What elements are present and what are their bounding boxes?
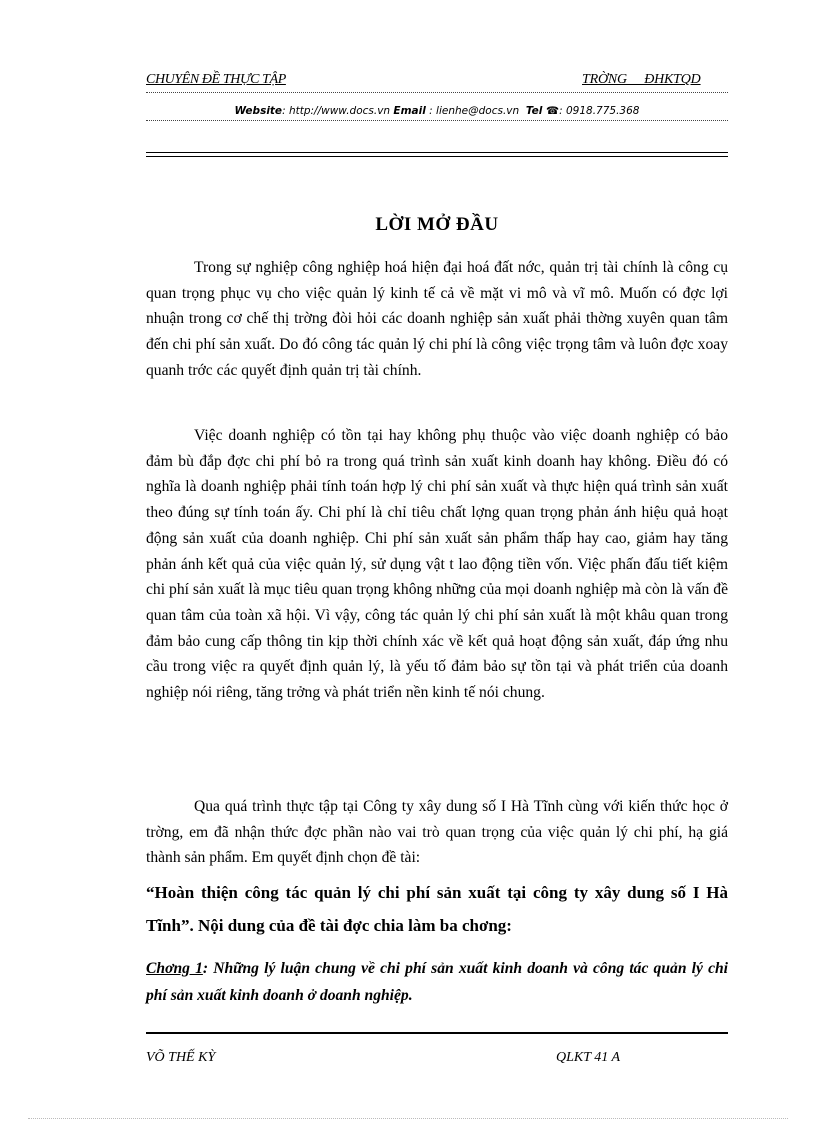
header-left-title: CHUYÊN ĐỀ THỰC TẬP <box>146 72 286 87</box>
header-contact-line <box>146 105 728 117</box>
paragraph-1: Trong sự nghiệp công nghiệp hoá hiện đại hoá đất nớc, quản trị tài chính là công cụ quan trọng phục vụ cho việc quản lý kinh tế cả về mặt vi mô và vĩ mô. Muốn có đợc lợi nhuận trong cơ chế thị trờng đòi hỏi các doanh nghiệp sản xuất phải thờng xuyên quan tâm đến chi phí sản xuất. Do đó công tác quản lý chi phí là công việc trọng tâm và luôn đợc xoay quanh trớc các quyết định quản trị tài chính. <box>146 259 728 379</box>
topic-title: “Hoàn thiện công tác quản lý chi phí sản xuất tại công ty xây dung số I Hà Tĩnh”. Nội dung của đề tài đợc chia làm ba chơng: <box>146 883 728 935</box>
chapter-1-summary <box>146 955 728 1009</box>
paragraph-3: Qua quá trình thực tập tại Công ty xây dung số I Hà Tĩnh cùng với kiến thức học ở trờng, em đã nhận thức đợc phần nào vai trò quan trọng của việc quản lý chi phí, hạ giá thành sản phẩm. Em quyết định chọn đề tài: <box>146 798 728 867</box>
email-value[interactable]: : lienhe@docs.vn <box>425 105 520 117</box>
page-title: LỜI MỞ ĐẦU <box>375 214 499 235</box>
footer-class: QLKT 41 A <box>556 1050 621 1065</box>
page-bottom-border <box>28 1118 788 1119</box>
header-divider <box>146 120 728 121</box>
email-label: Email <box>393 105 426 117</box>
chapter-1-text: : Những lý luận chung về chi phí sản xuất kinh doanh và công tác quản lý chi phí sản xuất kinh doanh ở doanh nghiệp. <box>146 960 728 1004</box>
tel-label: Tel ☎ <box>525 105 560 117</box>
header-right-title: TRỜNG ĐHKTQD <box>582 72 701 87</box>
footer-author: VÕ THẾ KỲ <box>146 1050 216 1065</box>
header-double-rule <box>146 152 728 157</box>
website-label: Website <box>234 105 283 117</box>
header-divider <box>146 92 728 93</box>
footer-rule <box>146 1032 728 1034</box>
chapter-1-label: Chơng 1 <box>146 960 203 977</box>
tel-value: : 0918.775.368 <box>559 105 640 117</box>
website-value[interactable]: : http://www.docs.vn <box>282 105 391 117</box>
paragraph-2: Việc doanh nghiệp có tồn tại hay không phụ thuộc vào việc doanh nghiệp có bảo đảm bù đắp đợc chi phí bỏ ra trong quá trình sản xuất kinh doanh hay không. Điều đó có nghĩa là doanh nghiệp phải tính toán hợp lý chi phí sản xuất và thực hiện quá trình sản xuất theo đúng sự tính toán ấy. Chi phí là chỉ tiêu chất lợng quan trọng phản ánh hiệu quả hoạt động sản xuất của doanh nghiệp. Chi phí sản xuất sản phẩm thấp hay cao, giảm hay tăng phản ánh kết quả của việc quản lý, sử dụng vật t lao động tiền vốn. Việc phấn đấu tiết kiệm chi phí sản xuất là mục tiêu quan trọng không những của mọi doanh nghiệp mà còn là vấn đề quan tâm của toàn xã hội. Vì vậy, công tác quản lý chi phí sản xuất là một khâu quan trong đảm bảo cung cấp thông tin kịp thời chính xác về kết quả hoạt động sản xuất, đáp ứng nhu cầu trong việc ra quyết định quản lý, là yếu tố đảm bảo sự tồn tại và phát triển của doanh nghiệp nói riêng, tăng trởng và phát triển nền kinh tế nói chung. <box>146 427 728 702</box>
